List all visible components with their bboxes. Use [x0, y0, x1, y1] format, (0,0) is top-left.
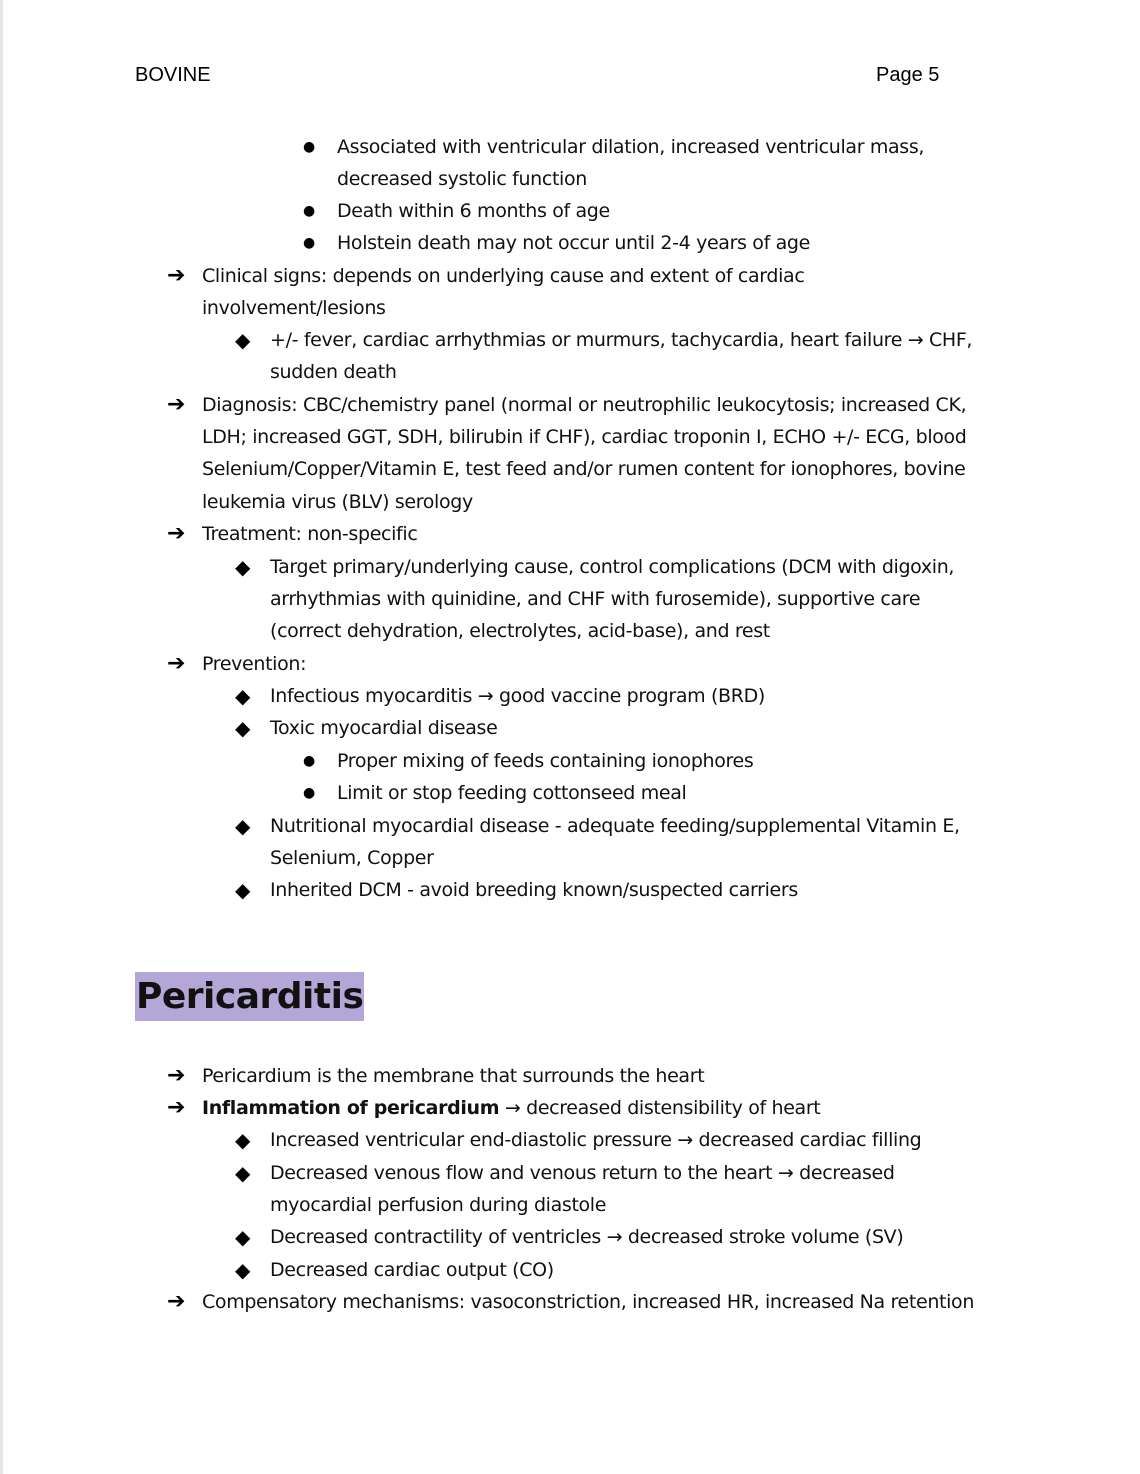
list-item-continued: leukemia virus (BLV) serology — [202, 491, 473, 513]
diamond-bullet-icon: ◆ — [235, 878, 251, 902]
bullet-dot-icon: ● — [303, 139, 316, 155]
arrow-bullet-icon: ➔ — [167, 392, 186, 417]
page-number: Page 5 — [876, 64, 940, 86]
diamond-bullet-icon: ◆ — [235, 814, 251, 838]
list-item-continued: myocardial perfusion during diastole — [270, 1194, 607, 1216]
list-item-prevention: Prevention: — [202, 653, 307, 675]
list-item-treatment: Treatment: non-specific — [202, 523, 418, 545]
list-item: Holstein death may not occur until 2-4 years of age — [337, 232, 810, 254]
list-item: Limit or stop feeding cottonseed meal — [337, 782, 687, 804]
list-item: Toxic myocardial disease — [270, 717, 498, 739]
list-item-continued: decreased systolic function — [337, 168, 587, 190]
list-item: Decreased cardiac output (CO) — [270, 1259, 554, 1281]
arrow-bullet-icon: ➔ — [167, 1289, 186, 1314]
list-item: Target primary/underlying cause, control complications (DCM with digoxin, — [270, 556, 955, 578]
list-item-clinical-signs: Clinical signs: depends on underlying cause and extent of cardiac — [202, 265, 805, 287]
diamond-bullet-icon: ◆ — [235, 1128, 251, 1152]
list-item: Proper mixing of feeds containing ionophores — [337, 750, 754, 772]
diamond-bullet-icon: ◆ — [235, 1258, 251, 1282]
list-item: Infectious myocarditis → good vaccine program (BRD) — [270, 685, 765, 707]
list-item: Nutritional myocardial disease - adequate feeding/supplemental Vitamin E, — [270, 815, 960, 837]
list-item-continued: LDH; increased GGT, SDH, bilirubin if CHF), cardiac troponin I, ECHO +/- ECG, blood — [202, 426, 967, 448]
arrow-bullet-icon: ➔ — [167, 1063, 186, 1088]
list-item-continued: Selenium/Copper/Vitamin E, test feed and/or rumen content for ionophores, bovine — [202, 458, 966, 480]
arrow-bullet-icon: ➔ — [167, 1095, 186, 1120]
arrow-bullet-icon: ➔ — [167, 651, 186, 676]
list-item-continued: (correct dehydration, electrolytes, acid-base), and rest — [270, 620, 770, 642]
list-item: Associated with ventricular dilation, increased ventricular mass, — [337, 136, 925, 158]
diamond-bullet-icon: ◆ — [235, 328, 251, 352]
list-item: Compensatory mechanisms: vasoconstriction, increased HR, increased Na retention — [202, 1291, 975, 1313]
list-item: Pericardium is the membrane that surrounds the heart — [202, 1065, 705, 1087]
header-title: BOVINE — [135, 64, 211, 86]
bullet-dot-icon: ● — [303, 753, 316, 769]
arrow-bullet-icon: ➔ — [167, 263, 186, 288]
list-item: +/- fever, cardiac arrhythmias or murmurs, tachycardia, heart failure → CHF, — [270, 329, 973, 351]
list-item-inflammation — [202, 1092, 820, 1124]
page-edge — [0, 0, 3, 1474]
diamond-bullet-icon: ◆ — [235, 555, 251, 579]
section-heading-pericarditis: Pericarditis — [135, 972, 364, 1021]
list-item-diagnosis: Diagnosis: CBC/chemistry panel (normal or neutrophilic leukocytosis; increased CK, — [202, 394, 967, 416]
list-item-continued: involvement/lesions — [202, 297, 386, 319]
list-item-continued: Selenium, Copper — [270, 847, 434, 869]
bullet-dot-icon: ● — [303, 785, 316, 801]
list-item: Inherited DCM - avoid breeding known/suspected carriers — [270, 879, 798, 901]
list-item: Increased ventricular end-diastolic pressure → decreased cardiac filling — [270, 1129, 922, 1151]
list-item-text: → decreased distensibility of heart — [499, 1097, 821, 1119]
list-item: Decreased venous flow and venous return to the heart → decreased — [270, 1162, 895, 1184]
list-item-continued: arrhythmias with quinidine, and CHF with furosemide), supportive care — [270, 588, 921, 610]
list-item: Death within 6 months of age — [337, 200, 610, 222]
diamond-bullet-icon: ◆ — [235, 716, 251, 740]
bullet-dot-icon: ● — [303, 235, 316, 251]
bullet-dot-icon: ● — [303, 203, 316, 219]
diamond-bullet-icon: ◆ — [235, 1161, 251, 1185]
list-item: Decreased contractility of ventricles → decreased stroke volume (SV) — [270, 1226, 904, 1248]
diamond-bullet-icon: ◆ — [235, 1225, 251, 1249]
arrow-bullet-icon: ➔ — [167, 521, 186, 546]
diamond-bullet-icon: ◆ — [235, 684, 251, 708]
bold-term: Inflammation of pericardium — [202, 1097, 500, 1119]
list-item-continued: sudden death — [270, 361, 397, 383]
